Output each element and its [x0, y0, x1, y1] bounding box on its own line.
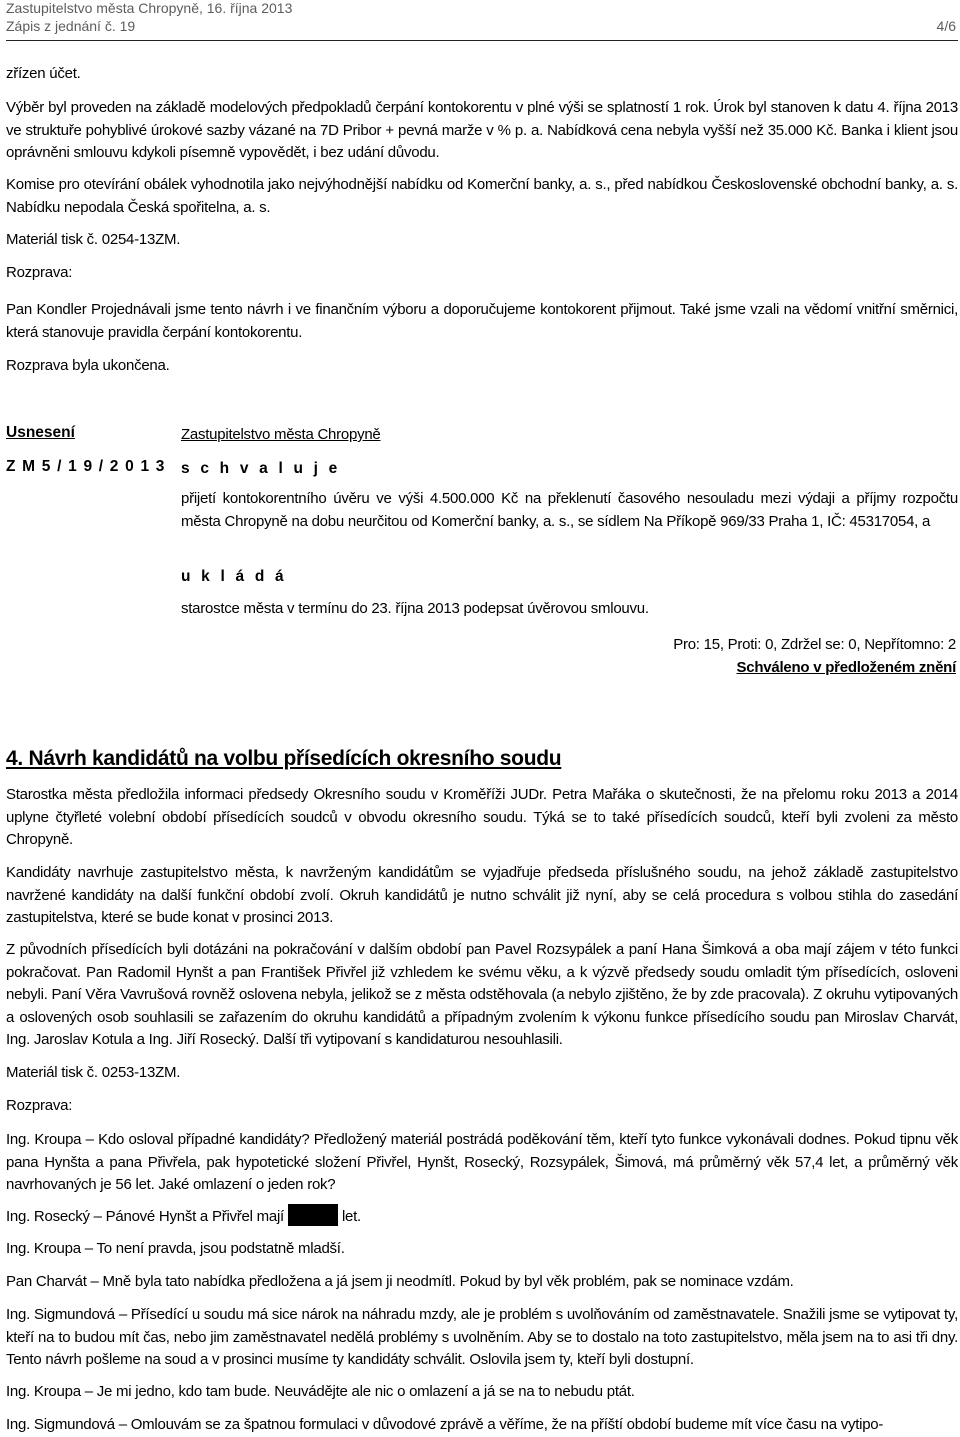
discussion-ended: Rozprava byla ukončena. [6, 357, 170, 374]
paragraph-kondler: Pan Kondler Projednávali jsme tento návrh i ve finančním výboru a doporučujeme kontokorent přijmout. Také jsme vzali na vědomí vnitřní směrnici, která stanovuje pravidla čerpání kontokorentu. [6, 301, 958, 341]
header-minutes-number: Zápis z jednání č. 19 [6, 18, 136, 34]
resolution-orders: u k l á d á [181, 568, 287, 585]
redacted-box [288, 1204, 338, 1226]
material-reference: Materiál tisk č. 0254-13ZM. [6, 231, 181, 248]
approval-status: Schváleno v předloženém znění [736, 659, 956, 676]
discussion-rosecky-tail: let. [341, 1208, 361, 1225]
header-page-number: 4/6 [936, 18, 956, 34]
resolution-approves: s c h v a l u j e [181, 460, 341, 477]
discussion-label-2: Rozprava: [6, 1097, 73, 1114]
resolution-text-mayor: starostce města v termínu do 23. října 2013 podepsat úvěrovou smlouvu. [181, 600, 649, 617]
resolution-label: Usnesení [6, 424, 75, 441]
resolution-text-credit: přijetí kontokorentního úvěru ve výši 4.500.000 Kč na překlenutí časového nesouladu mezi výdaji a příjmy rozpočtu města Chropyně na dobu neurčitou od Komerční banky, a. s., se sídlem Na Příkopě 969/33 Praha 1, IČ: 45317054, a [181, 490, 958, 530]
paragraph-candidates: Kandidáty navrhuje zastupitelstvo města, k navrženým kandidátům se vyjadřuje předseda příslušného soudu, na jehož základě zastupitelstvo navržené kandidáty na další funkční období zvolí. Okruh kandidátů je nutno schválit již nyní, aby se celá procedura s volbou stihla do zasedání zastupitelstva, které se bude konat v prosinci 2013. [6, 864, 958, 926]
section-heading: 4. Návrh kandidátů na volbu přísedících okresního soudu [6, 747, 562, 770]
discussion-sigmundova-2: Ing. Sigmundová – Omlouvám se za špatnou formulaci v důvodové zprávě a věříme, že na příští období budeme mít více času na vytipo- [6, 1416, 884, 1433]
header-council-date: Zastupitelstvo města Chropyně, 16. října 2013 [6, 0, 293, 16]
discussion-kroupa-1: Ing. Kroupa – Kdo osloval případné kandidáty? Předložený materiál postrádá poděkování těm, kteří tyto funkce vykonávali dodnes. Pokud tipnu věk pana Hynšta a pana Přivřela, pak hypotetické složení Přivřel, Hynšt, Rosecký, Rozsypálek, Šimová, má průměrný věk 57,4 let, a průměrný věk navrhovaných je 56 let. Jaké omlazení o jeden rok? [6, 1131, 958, 1193]
document-page [6, 0, 958, 1433]
discussion-charvat: Pan Charvát – Mně byla tato nabídka předložena a já jsem ji neodmítl. Pokud by byl věk problém, pak se nominace vzdám. [6, 1273, 794, 1290]
header-rule [6, 40, 958, 41]
resolution-body: Zastupitelstvo města Chropyně [181, 426, 381, 443]
discussion-kroupa-3: Ing. Kroupa – Je mi jedno, kdo tam bude. Neuvádějte ale nic o omlazení a já se na to nebudu ptát. [6, 1383, 635, 1400]
discussion-sigmundova-1: Ing. Sigmundová – Přísedící u soudu má sice nárok na náhradu mzdy, ale je problém s uvolňováním od zaměstnavatele. Snažili jsme se vytipovat ty, kteří na to budou mít čas, nebo jim zaměstnavatel nedělá problémy s uvolněním. Aby se to dostalo na toto zastupitelstvo, měla jsem na to asi tři dny. Tento návrh pošleme na soud a v prosinci musíme ty kandidáty schválit. Oslovila jsem ty, kteří byli dostupní. [6, 1306, 958, 1368]
paragraph-court-info: Starostka města předložila informaci předsedy Okresního soudu v Kroměříži JUDr. Petra Mařáka o skutečnosti, že na přelomu roku 2013 a 2014 uplyne čtyřleté volební období přísedících soudců v obvodu okresního soudu. Týká se to také přísedících soudců, kteří byli zvoleni za město Chropyně. [6, 786, 958, 848]
discussion-kroupa-2: Ing. Kroupa – To není pravda, jsou podstatně mladší. [6, 1240, 345, 1257]
paragraph-account: zřízen účet. [6, 65, 81, 82]
paragraph-selection: Výběr byl proveden na základě modelových předpokladů čerpání kontokorentu v plné výši se splatností 1 rok. Úrok byl stanoven k datu 4. října 2013 ve struktuře pohyblivé úrokové sazby vázané na 7D Pribor + pevná marže v % p. a. Nabídková cena nebyla vyšší než 35.000 Kč. Banka i klient jsou oprávněni smlouvu kdykoli písemně vypovědět, i bez udání důvodu. [6, 99, 958, 161]
paragraph-commission: Komise pro otevírání obálek vyhodnotila jako nejvýhodnější nabídku od Komerční banky, a. s., před nabídkou Československé obchodní banky, a. s. Nabídku nepodala Česká spořitelna, a. s. [6, 176, 958, 216]
material-reference-2: Materiál tisk č. 0253-13ZM. [6, 1064, 181, 1081]
discussion-rosecky [6, 1204, 958, 1229]
discussion-label: Rozprava: [6, 264, 73, 281]
paragraph-previous-members: Z původních přísedících byli dotázáni na pokračování v dalším období pan Pavel Rozsypálek a paní Hana Šimková a oba mají zájem v této funkci pokračovat. Pan Radomil Hynšt a pan František Přivřel již vzhledem ke svému věku, a k výzvě předsedy soudu omladit tým přísedících, osloveni nebyli. Paní Věra Vavrušová rovněž oslovena nebyla, jelikož se z města odstěhovala (a nebylo zjištěno, že by zde pracovala). Z okruhu vytipovaných a oslovených osob souhlasili se zařazením do okruhu kandidátů a případným zvolením k výkonu funkce přísedícího soudu pan Miroslav Charvát, Ing. Jaroslav Kotula a Ing. Jiří Rosecký. Další tři vytipovaní s kandidaturou nesouhlasili. [6, 941, 958, 1048]
vote-result: Pro: 15, Proti: 0, Zdržel se: 0, Nepřítomno: 2 [673, 636, 956, 653]
page-header [6, 0, 958, 44]
discussion-rosecky-text: Ing. Rosecký – Pánové Hynšt a Přivřel mají [6, 1208, 284, 1225]
resolution-number: Z M 5 / 1 9 / 2 0 1 3 [6, 458, 166, 475]
